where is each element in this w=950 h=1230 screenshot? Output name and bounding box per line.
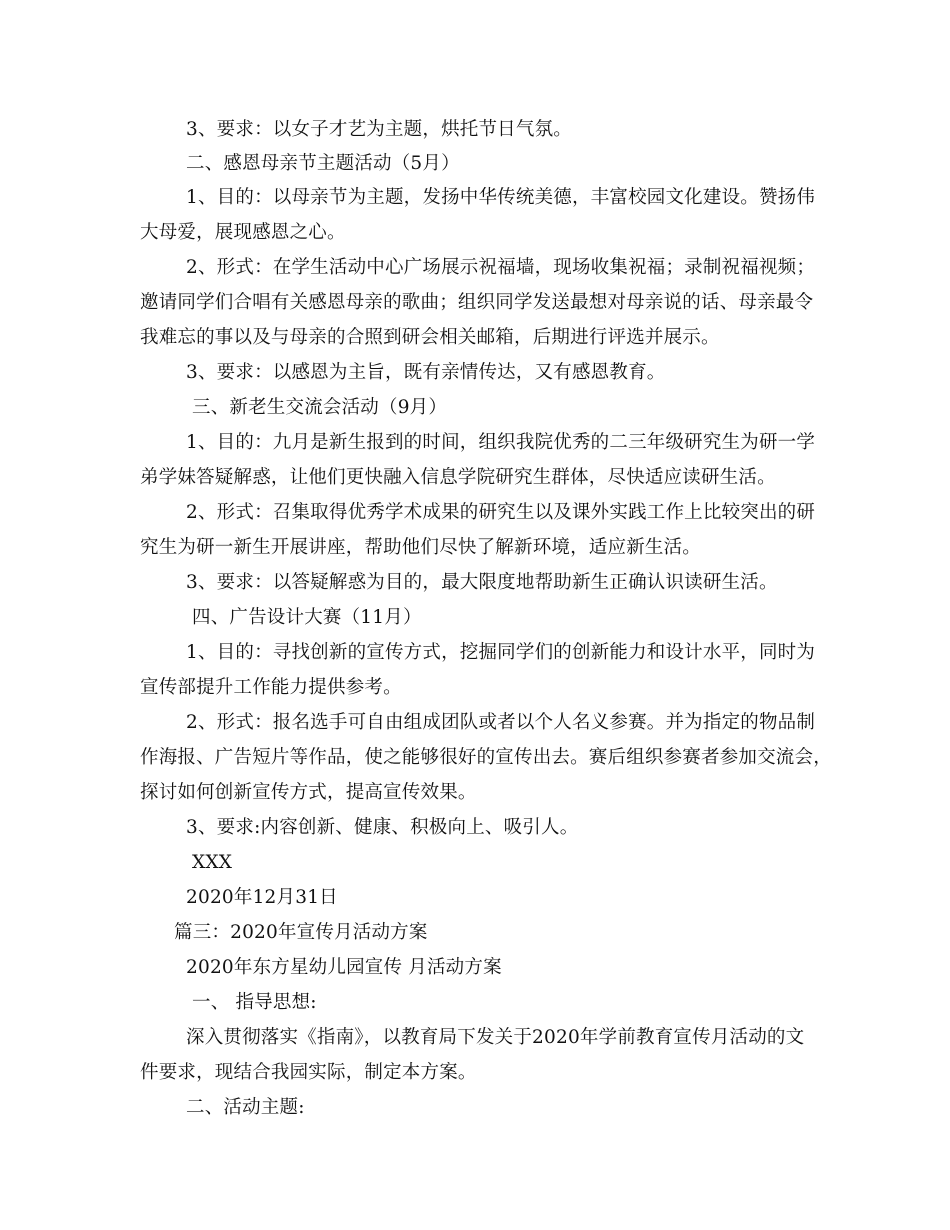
text-line-form-4c: 探讨如何创新宣传方式，提高宣传效果。 [140,782,477,803]
text-line-purpose-4b: 宣传部提升工作能力提供参考。 [140,677,402,698]
text-line-form-2c: 我难忘的事以及与母亲的合照到研会相关邮箱，后期进行评选并展示。 [140,327,720,348]
text-line-requirement-1: 3、要求：以女子才艺为主题，烘托节日气氛。 [186,119,572,140]
plan-title: 2020年东方星幼儿园宣传 月活动方案 [186,957,502,978]
signature-name: XXX [192,852,233,873]
section-heading-orientation: 三、新老生交流会活动（9月） [192,397,448,418]
text-line-form-2b: 邀请同学们合唱有关感恩母亲的歌曲；组织同学发送最想对母亲说的话、母亲最令 [140,292,814,313]
text-line-purpose-4a: 1、目的：寻找创新的宣传方式，挖掘同学们的创新能力和设计水平，同时为 [186,642,816,663]
text-line-guiding-a: 深入贯彻落实《指南》，以教育局下发关于2020年学前教育宣传月活动的文 [186,1027,805,1048]
text-line-purpose-2b: 大母爱，展现感恩之心。 [140,222,346,243]
text-line-purpose-3a: 1、目的：九月是新生报到的时间，组织我院优秀的二三年级研究生为研一学 [186,432,816,453]
text-line-form-4b: 作海报、广告短片等作品，使之能够很好的宣传出去。赛后组织参赛者参加交流会， [140,747,832,768]
text-line-guiding-b: 件要求，现结合我园实际，制定本方案。 [140,1062,477,1083]
section-heading-guiding-thought: 一、 指导思想: [192,992,317,1013]
text-line-requirement-2: 3、要求：以感恩为主旨，既有亲情传达，又有感恩教育。 [186,362,666,383]
text-line-form-3b: 究生为研一新生开展讲座，帮助他们尽快了解新环境，适应新生活。 [140,537,702,558]
section-heading-activity-theme: 二、活动主题: [186,1097,305,1118]
text-line-form-4a: 2、形式：报名选手可自由组成团队或者以个人名义参赛。并为指定的物品制 [186,712,816,733]
section-heading-ad-contest: 四、广告设计大赛（11月） [192,607,422,628]
text-line-purpose-3b: 弟学妹答疑解惑，让他们更快融入信息学院研究生群体，尽快适应读研生活。 [140,467,776,488]
text-line-form-3a: 2、形式：召集取得优秀学术成果的研究生以及课外实践工作上比较突出的研 [186,502,816,523]
text-line-requirement-3: 3、要求：以答疑解惑为目的，最大限度地帮助新生正确认识读研生活。 [186,572,778,593]
text-line-purpose-2a: 1、目的：以母亲节为主题，发扬中华传统美德，丰富校园文化建设。赞扬伟 [186,187,816,208]
section-heading-mothers-day: 二、感恩母亲节主题活动（5月） [186,153,460,174]
signature-date: 2020年12月31日 [186,887,338,908]
text-line-form-2a: 2、形式：在学生活动中心广场展示祝福墙，现场收集祝福；录制祝福视频； [186,257,816,278]
chapter-heading: 篇三：2020年宣传月活动方案 [174,922,428,943]
text-line-requirement-4: 3、要求:内容创新、健康、积极向上、吸引人。 [186,817,579,838]
